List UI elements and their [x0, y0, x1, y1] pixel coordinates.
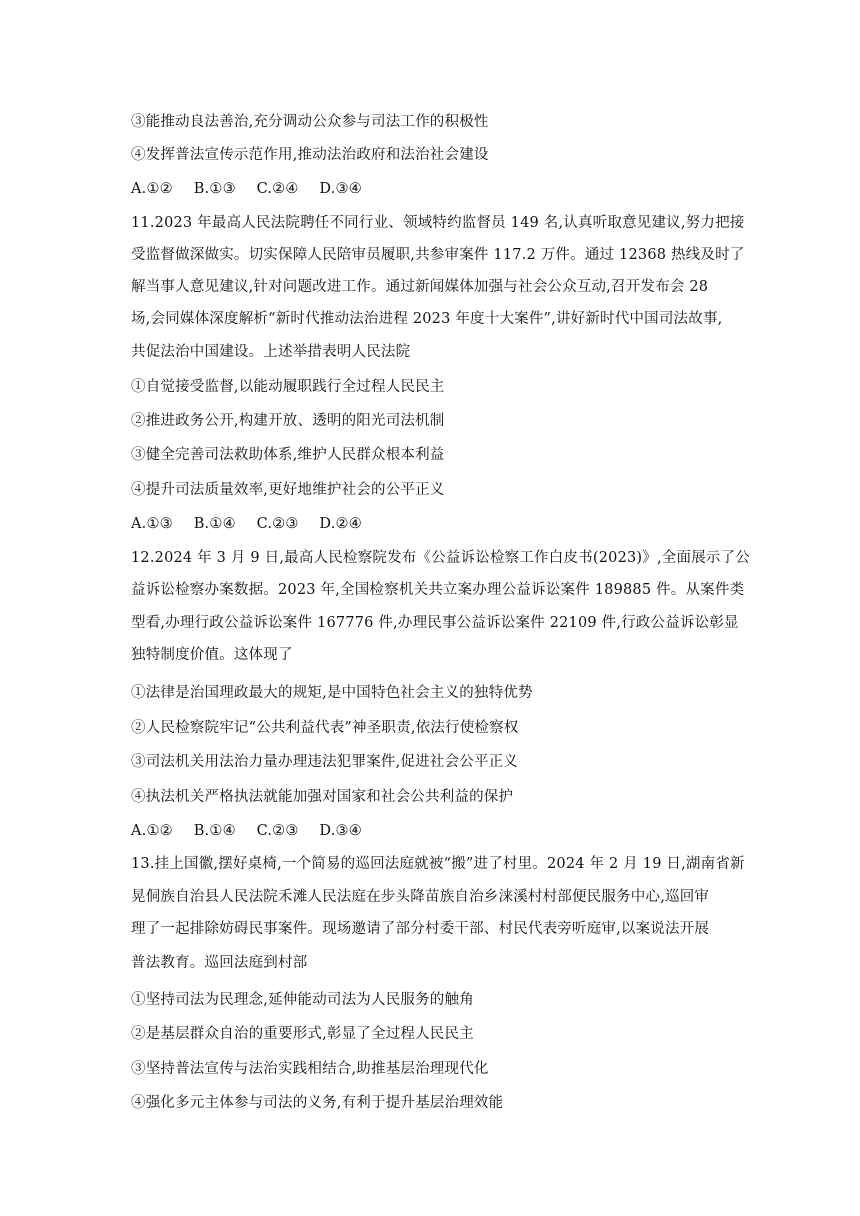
choice-c: C.②③ [256, 516, 299, 532]
q12-option-1: ①法律是治国理政最大的规矩,是中国特色社会主义的独特优势 [131, 685, 533, 701]
q12-stem-line: 12.2024 年 3 月 9 日,最高人民检察院发布《公益诉讼检察工作白皮书(2023)》,全面展示了公 [131, 550, 750, 566]
q13-stem-line: 晃侗族自治县人民法院禾滩人民法庭在步头降苗族自治乡涞溪村村部便民服务中心,巡回审 [131, 889, 710, 905]
q11-option-4: ④提升司法质量效率,更好地维护社会的公平正义 [131, 482, 445, 498]
q13-option-4: ④强化多元主体参与司法的义务,有利于提升基层治理效能 [131, 1095, 504, 1111]
q12-stem-line: 独特制度价值。这体现了 [131, 647, 293, 663]
q13-option-3: ③坚持普法宣传与法治实践相结合,助推基层治理现代化 [131, 1061, 489, 1077]
choice-b: B.①④ [193, 516, 236, 532]
q12-stem-line: 益诉讼检察办案数据。2023 年,全国检察机关共立案办理公益诉讼案件 189885 件。从案件类 [131, 582, 745, 598]
q11-option-1: ①自觉接受监督,以能动履职践行全过程人民民主 [131, 379, 445, 395]
choice-a: A.①② [131, 823, 173, 839]
q11-stem-line: 解当事人意见建议,针对问题改进工作。通过新闻媒体加强与社会公众互动,召开发布会 28 [131, 279, 709, 295]
q11-stem-line: 受监督做深做实。切实保障人民陪审员履职,共参审案件 117.2 万件。通过 12368 热线及时了 [131, 247, 745, 263]
q11-stem-line: 共促法治中国建设。上述举措表明人民法院 [131, 344, 411, 360]
choice-c: C.②④ [256, 181, 299, 197]
choice-a: A.①③ [131, 516, 173, 532]
q12-choices [131, 821, 378, 841]
q12-option-2: ②人民检察院牢记“公共利益代表”神圣职责,依法行使检察权 [131, 720, 519, 736]
choice-c: C.②③ [256, 823, 299, 839]
q13-option-1: ①坚持司法为民理念,延伸能动司法为人民服务的触角 [131, 992, 474, 1008]
q12-stem-line: 型看,办理行政公益诉讼案件 167776 件,办理民事公益诉讼案件 22109 件,行政公益诉讼彰显 [131, 615, 739, 631]
choice-b: B.①④ [193, 823, 236, 839]
q13-option-2: ②是基层群众自治的重要形式,彰显了全过程人民民主 [131, 1026, 474, 1042]
q13-stem-line: 普法教育。巡回法庭到村部 [131, 955, 308, 971]
q13-stem-line: 13.挂上国徽,摆好桌椅,一个简易的巡回法庭就被“搬”进了村里。2024 年 2 月 19 日,湖南省新 [131, 856, 745, 872]
choice-b: B.①③ [193, 181, 236, 197]
q11-choices [131, 514, 378, 534]
choice-a: A.①② [131, 181, 173, 197]
q13-stem-line: 理了一起排除妨碍民事案件。现场邀请了部分村委干部、村民代表旁听庭审,以案说法开展 [131, 921, 710, 937]
q12-option-3: ③司法机关用法治力量办理违法犯罪案件,促进社会公平正义 [131, 754, 519, 770]
q11-stem-line: 场,会同媒体深度解析“新时代推动法治进程 2023 年度十大案件”,讲好新时代中国司法故事, [131, 311, 723, 327]
q10-option-4: ④发挥普法宣传示范作用,推动法治政府和法治社会建设 [131, 147, 489, 163]
choice-d: D.③④ [319, 823, 362, 839]
q11-stem-line: 11.2023 年最高人民法院聘任不同行业、领域特约监督员 149 名,认真听取意见建议,努力把接 [131, 215, 745, 231]
q12-option-4: ④执法机关严格执法就能加强对国家和社会公共利益的保护 [131, 789, 514, 805]
choice-d: D.③④ [319, 181, 362, 197]
q10-option-3: ③能推动良法善治,充分调动公众参与司法工作的积极性 [131, 114, 489, 130]
q10-choices [131, 179, 378, 199]
q11-option-2: ②推进政务公开,构建开放、透明的阳光司法机制 [131, 413, 445, 429]
q11-option-3: ③健全完善司法救助体系,维护人民群众根本利益 [131, 447, 445, 463]
choice-d: D.②④ [319, 516, 362, 532]
